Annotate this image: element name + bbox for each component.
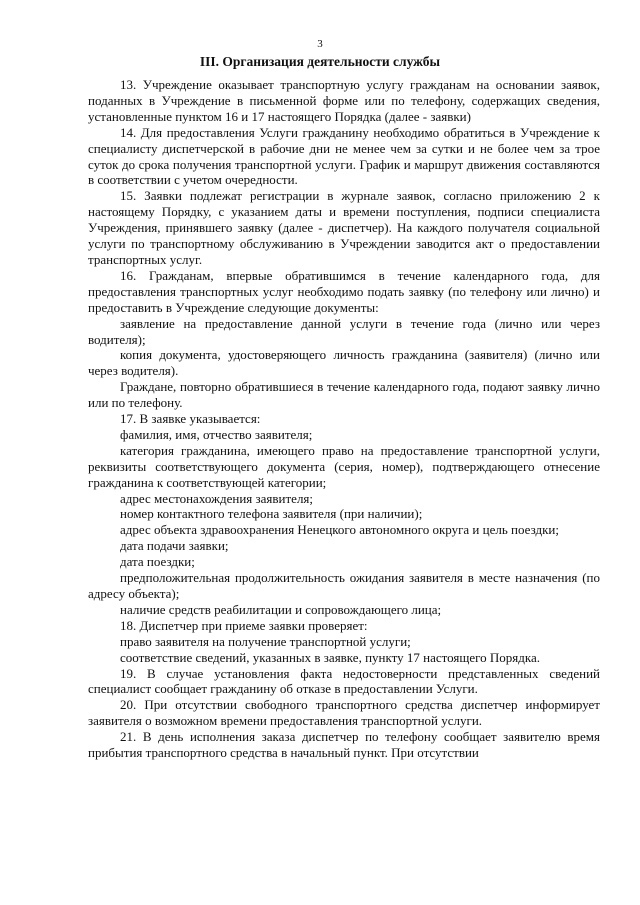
paragraph-14: 14. Для предоставления Услуги гражданину необходимо обратиться в Учреждение к специалисту диспетчерской в рабочие дни не менее чем за сутки и не более чем за трое суток до срока получения транспортной услуги. График и маршрут движения составляются в соответствии с учетом очередности. [88, 124, 600, 188]
list-item-category: категория гражданина, имеющего право на предоставление транспортной услуги, реквизиты соответствующего документа (серия, номер), подтверждающего отнесение гражданина к соответствующей категории; [88, 442, 600, 490]
list-item-rehab-means: наличие средств реабилитации и сопровождающего лица; [120, 601, 442, 617]
paragraph-16: 16. Гражданам, впервые обратившимся в течение календарного года, для предоставления транспортных услуг необходимо подать заявку (по телефону или лично) и предоставить в Учреждение следующие документы: [88, 267, 600, 315]
list-item-full-name: фамилия, имя, отчество заявителя; [120, 426, 313, 442]
list-item-destination: адрес объекта здравоохранения Ненецкого автономного округа и цель поездки; [120, 522, 559, 538]
paragraph-18: 18. Диспетчер при приеме заявки проверяет: [120, 617, 368, 633]
paragraph-repeat-applicants: Граждане, повторно обратившиеся в течение календарного года, подают заявку лично или по телефону. [88, 379, 600, 411]
body-text [88, 77, 600, 761]
list-item-application: заявление на предоставление данной услуги в течение года (лично или через водителя); [88, 315, 600, 347]
list-item-trip-date: дата поездки; [120, 554, 195, 570]
paragraph-20: 20. При отсутствии свободного транспортного средства диспетчер информирует заявителя о возможном времени предоставления транспортной услуги. [88, 697, 600, 729]
paragraph-19: 19. В случае установления факта недостоверности представленных сведений специалист сообщает гражданину об отказе в предоставлении Услуги. [88, 665, 600, 697]
list-item-phone: номер контактного телефона заявителя (при наличии); [120, 506, 423, 522]
section-title: III. Организация деятельности службы [199, 54, 441, 69]
list-item-address: адрес местонахождения заявителя; [120, 490, 314, 506]
list-item-compliance-check: соответствие сведений, указанных в заявке, пункту 17 настоящего Порядка. [120, 649, 541, 665]
paragraph-17: 17. В заявке указывается: [120, 411, 261, 427]
list-item-id-copy: копия документа, удостоверяющего личность гражданина (заявителя) (лично или через водителя). [88, 347, 600, 379]
paragraph-21: 21. В день исполнения заказа диспетчер по телефону сообщает заявителю время прибытия транспортного средства в начальный пункт. При отсутствии [88, 729, 600, 761]
paragraph-13: 13. Учреждение оказывает транспортную услугу гражданам на основании заявок, поданных в Учреждение в письменной форме или по телефону, содержащих сведения, установленные пунктом 16 и 17 настоящего Порядка (далее - заявки) [88, 77, 600, 124]
list-item-waiting-time: предположительная продолжительность ожидания заявителя в месте назначения (по адресу объекта); [88, 570, 600, 601]
list-item-right-check: право заявителя на получение транспортной услуги; [120, 633, 411, 649]
paragraph-15: 15. Заявки подлежат регистрации в журнале заявок, согласно приложению 2 к настоящему Порядку, с указанием даты и времени поступления, подписи специалиста Учреждения, принявшего заявку (далее - диспетчер). На каждого получателя социальной услуги по транспортному обслуживанию в Учреждении заводится акт о предоставлении транспортных услуг. [88, 188, 600, 267]
list-item-submission-date: дата подачи заявки; [120, 538, 229, 554]
page-number: 3 [317, 38, 323, 50]
